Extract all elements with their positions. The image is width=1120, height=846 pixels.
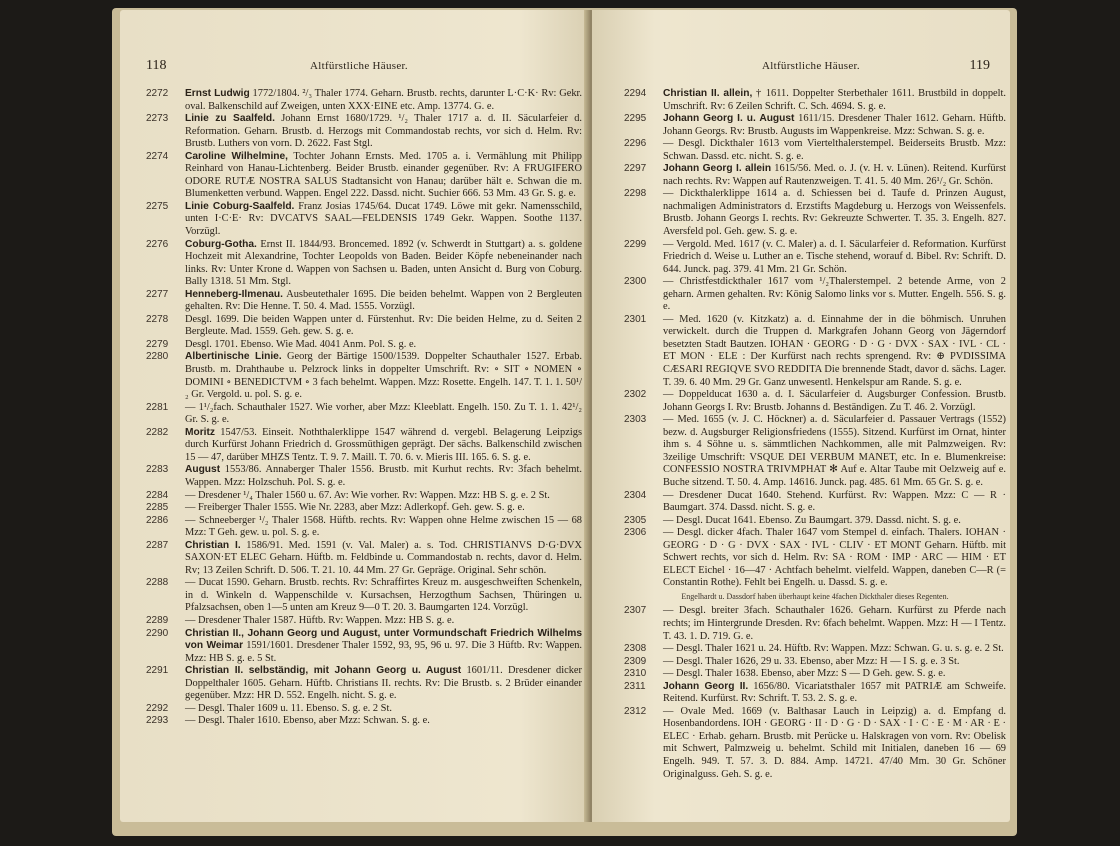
entry-text: 1615/56. Med. o. J. (v. H. v. Lünen). Reitend. Kurfürst nach rechts. Rv: Wappen auf Rautenzweigen. T. 41. 5. 40 Mm. 26¹/₂ Gr. Schön. xyxy=(663,163,1007,187)
catalog-entry xyxy=(146,703,582,716)
catalog-entry xyxy=(146,665,582,703)
catalog-entry xyxy=(146,715,582,728)
catalog-entry xyxy=(146,427,582,465)
entry-number: 2284 xyxy=(146,489,169,501)
entry-text: Georg der Bärtige 1500/1539. Doppelter Schauthaler 1527. Erbab. Brustb. m. Drahthaube u. Pelzrock links in doppelter Umschrift. Rv: ∘ SIT ∘ NOMEN ∘ DOMINI ∘ BENEDICTVM ∘ 3 fach behelmt. Wappen. Mzz: Rosette. Engelh. 147. T. 1. 1. 50¹/₂ Gr. Vergold. u. pol. S. g. e. xyxy=(185,351,582,401)
entry-number: 2295 xyxy=(624,113,647,125)
entry-title: Johann Georg I. allein xyxy=(663,163,772,175)
entry-text: — Desgl. breiter 3fach. Schauthaler 1626. Geharn. Kurfürst zu Pferde nach rechts; im Hintergrunde Dresden. Rv: 6fach behelmt. Wappen. Mzz: H — I Tentz. T. 43. 1. D. 719. G. e. xyxy=(663,605,1006,642)
entry-text: Tochter Johann Ernsts. Med. 1705 a. i. Vermählung mit Philipp Reinhard von Hanau-Lichtenberg. Beider Brustb. einander gegenüber. Rv: A FRUGIFERO ODORE RUTÆ NOSTRA SALUS Stadtansicht von Hanau; darüber hält e. Schwan die m. Blumenketten verbund. Wappen. Engel 222. Dassd. nicht. Suchier 666. 53 Mm. 43 Gr. S. g. e. xyxy=(185,150,582,200)
entry-title: Johann Georg II. xyxy=(663,680,749,692)
entry-text: — Christfestdickthaler 1617 vom ¹/₂Thalerstempel. 2 betende Arme, von 2 geharn. Armen gehalten. Rv: König Salomo links vor s. Mutter. Engelh. 556. S. g. e. xyxy=(663,276,1006,313)
catalog-entry xyxy=(146,151,582,201)
left-entries xyxy=(146,88,582,728)
catalog-entry xyxy=(624,515,1006,528)
entry-number: 2291 xyxy=(146,665,169,677)
catalog-entry xyxy=(624,239,1006,277)
entry-text: — Desgl. Dickthaler 1613 vom Viertelthalerstempel. Beiderseits Brustb. Mzz: Schwan. Dassd. etc. nicht. S. g. e. xyxy=(663,138,1006,162)
right-page xyxy=(592,10,1010,822)
entry-number: 2305 xyxy=(624,514,647,526)
entry-title: Linie zu Saalfeld. xyxy=(185,113,275,125)
entry-number: 2296 xyxy=(624,138,647,150)
entry-number: 2287 xyxy=(146,539,169,551)
entry-number: 2277 xyxy=(146,288,169,300)
footnote: Engelhardt u. Dassdorf haben überhaupt keine 4fachen Dickthaler dieses Regenten. xyxy=(681,591,949,601)
left-page xyxy=(120,10,590,822)
catalog-entry xyxy=(624,490,1006,515)
entry-text: — Desgl. Thaler 1638. Ebenso, aber Mzz: S — D Geh. gew. S. g. e. xyxy=(663,668,946,680)
entry-number: 2294 xyxy=(624,88,647,99)
entry-number: 2289 xyxy=(146,614,169,626)
entry-text: — Schneeberger ¹/₂ Thaler 1568. Hüftb. rechts. Rv: Wappen ohne Helme zwischen 15 — 68 Mzz: T Geh. gew. u. pol. S. g. e. xyxy=(185,514,582,539)
entry-number: 2311 xyxy=(624,680,646,692)
catalog-entry xyxy=(624,138,1006,163)
catalog-entry xyxy=(146,314,582,339)
entry-text: — Desgl. dicker 4fach. Thaler 1647 vom Stempel d. einfach. Thalers. IOHAN · GEORG · D · G · DVX · SAX · IVL · CLIV · ET MONT Geharn. Hüftb. mit Schwert rechts, vor sich d. Helm. Rv: SA · ROM · IMP · ARC — HIM · ET ELECT Eichel · 16—47 · Achtfach behelmt. vielfeld. Wappen, daneben C—R (= Constantin Rothe). Fehlt bei Engelh. u. Dassd. S. g. e. xyxy=(663,527,1006,589)
catalog-entry xyxy=(624,656,1006,669)
entry-text: 1772/1804. ²/₃ Thaler 1774. Geharn. Brustb. rechts, darunter L·C·K· Rv: Gekr. oval. Balkenschild auf Zweigen, unten XXX·EINE etc. Amp. 13774. G. e. xyxy=(185,88,582,112)
entry-number: 2275 xyxy=(146,200,169,212)
catalog-entry xyxy=(146,490,582,503)
entry-title: Moritz xyxy=(185,426,215,438)
entry-number: 2298 xyxy=(624,188,647,200)
entry-number: 2273 xyxy=(146,113,169,125)
entry-number: 2302 xyxy=(624,389,647,401)
catalog-entry xyxy=(146,88,582,113)
catalog-entry xyxy=(624,681,1006,706)
catalog-entry xyxy=(624,314,1006,389)
entry-number: 2309 xyxy=(624,655,647,667)
entry-title: Christian I. xyxy=(185,539,241,551)
entry-number: 2279 xyxy=(146,338,169,350)
catalog-entry xyxy=(624,643,1006,656)
catalog-entry xyxy=(624,88,1006,113)
catalog-entry xyxy=(146,113,582,151)
catalog-entry xyxy=(624,414,1006,489)
entry-text: — Med. 1655 (v. J. C. Höckner) a. d. Säcularfeier d. Passauer Vertrags (1552) bezw. d. Augsburger Religionsfriedens (1555). Sitzend. Kurfürst im Ornat, hinter ihm s. 4 Söhne u. s. sämmtlichen Nachkommen, alle mit Palmzweigen. Rv: 3zeilige Umschrift: VSQUE DEI VERBUM MANET, etc. In e. Blumenkreise: CONFESSIO NOSTRA TRIVMPHAT ✻ Auf e. Altar Taube mit Oelzweig auf e. Buche sitzend. T. 50. 4. Amp. 14616. Junck. pag. 485. 61 Mm. 65 Gr. S. g. e. xyxy=(663,414,1006,488)
catalog-entry xyxy=(624,605,1006,643)
catalog-entry xyxy=(146,289,582,314)
entry-text: Ausbeutethaler 1695. Die beiden behelmt. Wappen von 2 Bergleuten gehalten. Rv: Die Henne. T. 50. 4. Mad. 1555. Vorzügl. xyxy=(185,288,582,313)
catalog-entry xyxy=(146,351,582,401)
entry-title: Linie Coburg-Saalfeld. xyxy=(185,200,295,212)
entry-number: 2310 xyxy=(624,668,647,680)
entry-title: Ernst Ludwig xyxy=(185,88,250,99)
entry-number: 2312 xyxy=(624,705,647,717)
catalog-entry xyxy=(146,464,582,489)
entry-title: Caroline Wilhelmine, xyxy=(185,150,289,162)
entry-text: Desgl. 1699. Die beiden Wappen unter d. Fürstenhut. Rv: Die beiden Helme, zu d. Seiten 2 Bergleute. Mad. 1559. Geh. gew. S. g. e. xyxy=(185,313,582,338)
entry-text: Desgl. 1701. Ebenso. Wie Mad. 4041 Anm. Pol. S. g. e. xyxy=(185,338,417,350)
entry-title: Christian II. selbständig, mit Johann Georg u. August xyxy=(185,665,462,677)
entry-text: 1586/91. Med. 1591 (v. Val. Maler) a. s. Tod. CHRISTIANVS D·G·DVX SAXON·ET ELEC Geharn. Hüftb. m. Feldbinde u. Commandostab n. rechts, davor d. Helm. Rv; 13 Zeilen Schrift. D. 506. T. 21. 10. 44 Mm. 27 Gr. Gepräge. Original. Sehr schön. xyxy=(185,539,583,576)
entry-text: † 1611. Doppelter Sterbethaler 1611. Brustbild in doppelt. Umschrift. Rv: 6 Zeilen Schrift. C. Sch. 4694. S. g. e. xyxy=(663,88,1006,112)
catalog-entry xyxy=(624,163,1006,188)
entry-text: 1591/1601. Dresdener Thaler 1592, 93, 95, 96 u. 97. Die 3 Hüftb. Rv: Wappen. Mzz: HB S. g. e. 5 St. xyxy=(185,640,582,664)
entry-text: — Doppelducat 1630 a. d. I. Säcularfeier d. Augsburger Confession. Brustb. Johann Georgs I. Rv: Brustb. Johanns d. Beständigen. Zu T. 46. 2. Vorzügl. xyxy=(663,389,1006,413)
entry-number: 2288 xyxy=(146,577,169,589)
entry-title: Albertinische Linie. xyxy=(185,351,282,363)
entry-text: 1553/86. Annaberger Thaler 1556. Brustb. mit Kurhut rechts. Rv: 3fach behelmt. Wappen. Mzz: Holzschuh. Pol. S. g. e. xyxy=(185,464,582,488)
entry-number: 2272 xyxy=(146,88,169,99)
entry-number: 2303 xyxy=(624,414,647,426)
entry-number: 2283 xyxy=(146,464,169,476)
entry-number: 2306 xyxy=(624,527,647,539)
entry-number: 2293 xyxy=(146,715,169,727)
entry-number: 2297 xyxy=(624,163,647,175)
entry-text: — Vergold. Med. 1617 (v. C. Maler) a. d. I. Säcularfeier d. Reformation. Kurfürst Friedrich d. Weise u. Luther an e. Tische stehend, worauf d. Bibel. Rv: Schrift. D. 644. Junck. pag. 379. 41 Mm. 21 Gr. Schön. xyxy=(663,238,1006,275)
entry-text: — Med. 1620 (v. Kitzkatz) a. d. Einnahme der in die böhmisch. Unruhen verwickelt. durch die Truppen d. Markgrafen Johann Georg von Jägerndorf besetzten Stadt Bautzen. IOHAN · GEORG · D · G · DVX · SAX · IVL · CL · ET MON · ELE : Der Kurfürst nach rechts sprengend. Rv: ⊕ PVDISSIMA CÆSARI REGIQVE SVO REDDITA Die brennende Stadt, davor d. sächs. Lager. T. 39. 6. 40 Mm. 29 Gr. Ganz unwesentl. Henkelspur am Rande. S. g. e. xyxy=(663,313,1006,388)
entry-text: 1547/53. Einseit. Noththalerklippe 1547 während d. vergebl. Belagerung Leipzigs durch Kurfürst Johann Friedrich d. Grossmüthigen geprägt. Der sächs. Balkenschild zwischen 15 — 47, darüber MHZS Tentz. T. 9. 7. Maill. T. 70. 6. v. Mieris III. 165. 6. S. g. e. xyxy=(185,426,582,463)
entry-text: — Ducat 1590. Geharn. Brustb. rechts. Rv: Schraffirtes Kreuz m. ausgeschweiften Schenkeln, in d. Winkeln d. Wappenschilde v. Kursachsen, Herzogthum Sachsen, Thüringen u. Pfalzsachsen, oben 1—5 unten am Kreuz 9—0 T. 20. 3. Baumgarten 124. Vorzügl. xyxy=(185,577,582,614)
entry-text: 1611/15. Dresdener Thaler 1612. Geharn. Hüftb. Johann Georgs. Rv: Brustb. Augusts im Wappenkreise. Mzz: Schwan. S. g. e. xyxy=(663,113,1006,137)
catalog-entry xyxy=(146,502,582,515)
entry-text: — Dresdener Thaler 1587. Hüftb. Rv: Wappen. Mzz: HB S. g. e. xyxy=(185,614,455,626)
right-running-head: Altfürstliche Häuser. xyxy=(762,60,860,72)
entry-title: Coburg-Gotha. xyxy=(185,238,257,250)
catalog-entry xyxy=(146,628,582,666)
entry-number: 2274 xyxy=(146,150,169,162)
entry-text: — Dresdener ¹/₄ Thaler 1560 u. 67. Av: Wie vorher. Rv: Wappen. Mzz: HB S. g. e. 2 St. xyxy=(185,489,550,501)
entry-number: 2281 xyxy=(146,401,169,413)
entry-number: 2307 xyxy=(624,605,647,617)
entry-text: — Freiberger Thaler 1555. Wie Nr. 2283, aber Mzz: Adlerkopf. Geh. gew. S. g. e. xyxy=(185,502,525,514)
entry-number: 2308 xyxy=(624,643,647,655)
entry-title: August xyxy=(185,464,221,476)
entry-number: 2280 xyxy=(146,351,169,363)
entry-title: Christian II., Johann Georg und August, unter Vormundschaft Friedrich Wilhelms von Weimar xyxy=(185,627,582,652)
entry-number: 2276 xyxy=(146,238,169,250)
catalog-entry xyxy=(146,239,582,289)
catalog-entry xyxy=(146,515,582,540)
entry-number: 2285 xyxy=(146,502,169,514)
entry-number: 2301 xyxy=(624,313,647,325)
entry-text: — Desgl. Thaler 1626, 29 u. 33. Ebenso, aber Mzz: H — I S. g. e. 3 St. xyxy=(663,655,960,667)
catalog-entry xyxy=(146,540,582,578)
catalog-entry xyxy=(624,276,1006,314)
catalog-entry xyxy=(624,389,1006,414)
entry-text: — Desgl. Thaler 1609 u. 11. Ebenso. S. g. e. 2 St. xyxy=(185,702,392,714)
entry-number: 2282 xyxy=(146,426,169,438)
entry-text: 1656/80. Vicariatsthaler 1657 mit PATRIÆ am Schweife. Reitend. Kurfürst. Rv: Schrift. T. 53. 2. S. g. e. xyxy=(663,680,1006,705)
catalog-entry xyxy=(146,402,582,427)
entry-text: — Dickthalerklippe 1614 a. d. Schiessen bei d. Taufe d. Prinzen August, nachmaligen Administrators d. Erzstifts Magdeburg u. Herzogs von Weissenfels. Brustb. Johann Georgs I. rechts. Rv: Gekreuzte Schwerter. T. 35. 3. Engelh. 827. Aversfeld pol. Geh. gew. S. g. e. xyxy=(663,188,1006,238)
catalog-entry xyxy=(146,615,582,628)
entry-number: 2304 xyxy=(624,489,647,501)
entry-text: 1601/11. Dresdener dicker Doppelthaler 1605. Geharn. Hüftb. Christians II. rechts. Rv: Die Brustb. s. 2 Brüder einander gegenüber. Mzz: HR D. 552. Engelh. nicht. S. g. e. xyxy=(185,665,582,702)
right-entries xyxy=(624,88,1006,781)
entry-text: — Desgl. Ducat 1641. Ebenso. Zu Baumgart. 379. Dassd. nicht. S. g. e. xyxy=(663,514,961,526)
catalog-entry xyxy=(146,339,582,352)
entry-text: — Dresdener Ducat 1640. Stehend. Kurfürst. Rv: Wappen. Mzz: C — R · Baumgart. 374. Dassd. nicht. S. g. e. xyxy=(663,489,1006,514)
entry-text: Ernst II. 1844/93. Broncemed. 1892 (v. Schwerdt in Stuttgart) a. s. goldene Hochzeit mit Alexandrine, Tochter Leopolds von Baden. Beider Köpfe nebeneinander nach links. Rv: Unter Krone d. Wappen von Sachsen u. Baden, unten Ansicht d. Burg von Coburg. Bally 1318. 51 Mm. Stgl. xyxy=(185,238,582,288)
catalog-entry xyxy=(146,201,582,239)
catalog-entry xyxy=(624,188,1006,238)
entry-text: — 1¹/₂fach. Schauthaler 1527. Wie vorher, aber Mzz: Kleeblatt. Engelh. 150. Zu T. 1. 1. 42¹/₂ Gr. S. g. e. xyxy=(185,401,582,426)
entry-number: 2286 xyxy=(146,514,169,526)
catalog-entry xyxy=(624,113,1006,138)
entry-number: 2299 xyxy=(624,238,647,250)
entry-number: 2300 xyxy=(624,276,647,288)
right-page-number: 119 xyxy=(969,58,990,73)
entry-title: Henneberg-Ilmenau. xyxy=(185,288,283,300)
entry-text: Johann Ernst 1680/1729. ¹/₂ Thaler 1717 a. d. II. Säcularfeier d. Reformation. Geharn. Brustb. d. Herzogs mit Commandostab rechts, vor sich d. Helm. Rv: Brustb. Luthers von vorn. D. 2622. Fast Stgl. xyxy=(185,113,582,150)
catalog-entry xyxy=(624,527,1006,590)
entry-text: — Desgl. Thaler 1621 u. 24. Hüftb. Rv: Wappen. Mzz: Schwan. G. u. s. g. e. 2 St. xyxy=(663,643,1004,655)
entry-text: — Ovale Med. 1669 (v. Balthasar Lauch in Leipzig) a. d. Empfang d. Hosenbandordens. IOH · GEORG · II · D · G · D · SAX · I · C · E · M · AR · E · ELEC · Erhab. geharn. Brustb. mit Perücke u. Halskragen von vorn. Rv: Obelisk mit Schwert, Palmzweig u. behelmt. Schild mit Initialen, daneben 16 — 69 Engelh. 949. T. 57. 3. D. 884. Amp. 14721. 47/40 Mm. 30 Gr. Schöner Originalguss. Geh. S. g. e. xyxy=(663,705,1006,780)
catalog-entry xyxy=(624,668,1006,681)
left-running-head: Altfürstliche Häuser. xyxy=(310,60,408,72)
catalog-entry xyxy=(624,706,1006,781)
entry-text: — Desgl. Thaler 1610. Ebenso, aber Mzz: Schwan. S. g. e. xyxy=(185,715,430,727)
catalog-entry xyxy=(146,577,582,615)
entry-number: 2290 xyxy=(146,627,169,639)
left-page-number: 118 xyxy=(146,58,167,73)
entry-title: Christian II. allein, xyxy=(663,88,753,99)
entry-text: Franz Josias 1745/64. Ducat 1749. Löwe mit gekr. Namensschild, unten I·C·E· Rv: DVCATVS SAAL—FELDENSIS 1749 Gekr. Wappen. Soothe 1137. Vorzügl. xyxy=(185,200,583,238)
entry-title: Johann Georg I. u. August xyxy=(663,113,795,125)
entry-number: 2278 xyxy=(146,313,169,325)
entry-number: 2292 xyxy=(146,702,169,714)
